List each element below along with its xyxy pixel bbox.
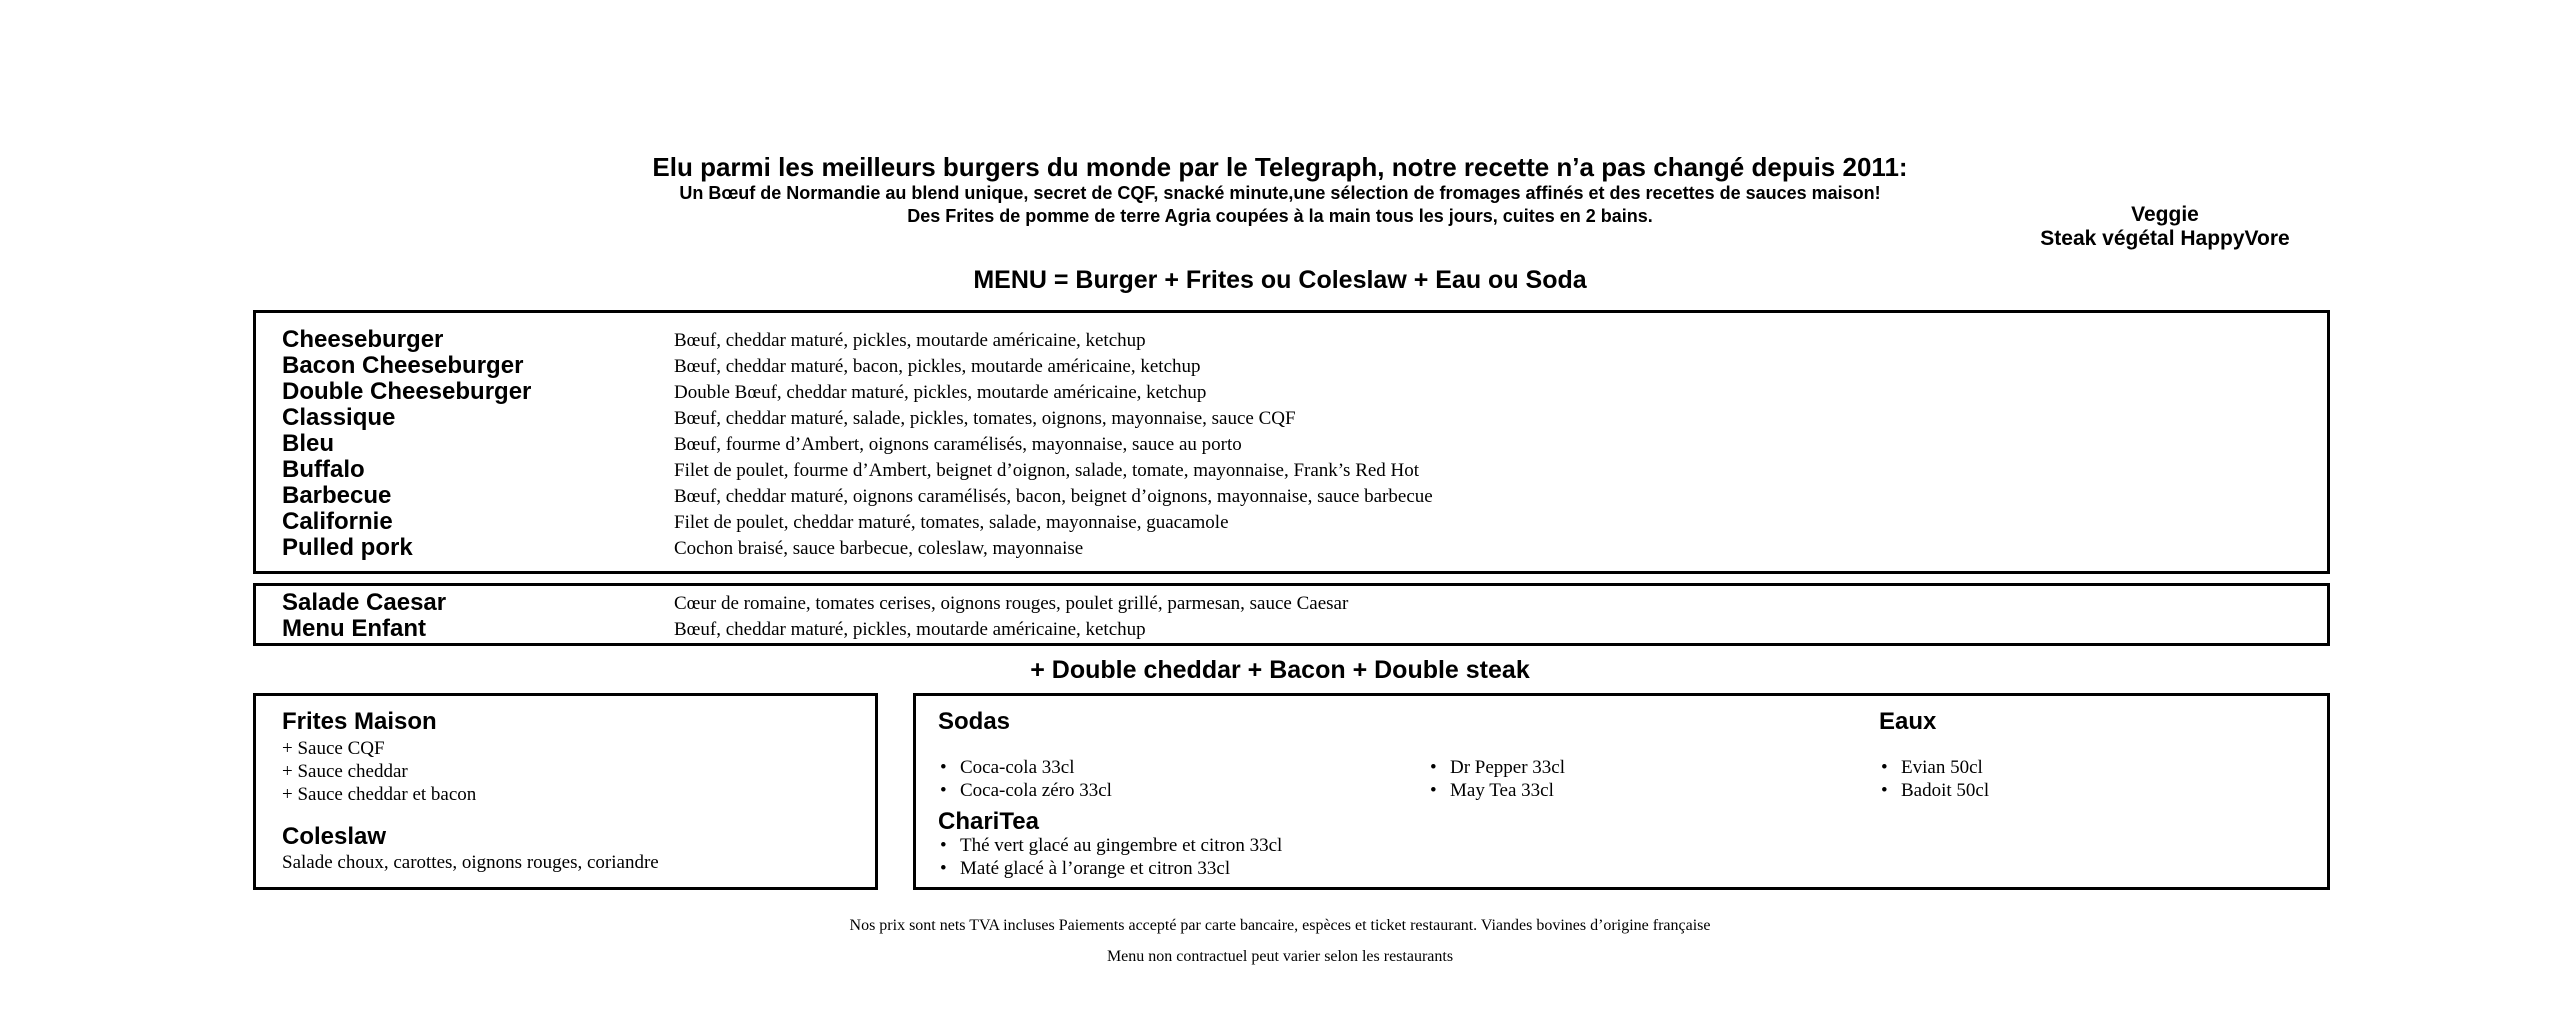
soda-item-label: Coca-cola zéro 33cl	[960, 780, 1112, 801]
veggie-subtitle: Steak végétal HappyVore	[2040, 227, 2290, 250]
fries-option: + Sauce CQF	[282, 738, 385, 759]
menu-item-desc: Filet de poulet, fourme d’Ambert, beignet d’oignon, salade, tomate, mayonnaise, Frank’s Red Hot	[674, 460, 1420, 481]
fries-option: + Sauce cheddar et bacon	[282, 784, 477, 805]
veggie-title: Veggie	[2131, 203, 2199, 226]
sodas-list-col1	[940, 756, 1112, 802]
drinks-section	[913, 693, 2330, 890]
fries-title: Frites Maison	[282, 708, 437, 735]
menu-item-desc: Bœuf, fourme d’Ambert, oignons caramélisés, mayonnaise, sauce au porto	[674, 434, 1242, 455]
charitea-item	[940, 834, 1282, 857]
menu-item-desc: Filet de poulet, cheddar maturé, tomates, salade, mayonnaise, guacamole	[674, 512, 1229, 533]
salad-kids-section	[253, 583, 2330, 646]
charitea-item-label: Thé vert glacé au gingembre et citron 33cl	[960, 835, 1283, 856]
subline-beef: Un Bœuf de Normandie au blend unique, secret de CQF, snacké minute,une sélection de fromages affinés et des recettes de sauces maison!	[679, 183, 1881, 203]
bullet-icon: •	[940, 858, 947, 879]
bullet-icon: •	[1881, 780, 1888, 801]
water-item-label: Badoit 50cl	[1901, 780, 1990, 801]
menu-item-name: Cheeseburger	[282, 326, 444, 353]
water-item-label: Evian 50cl	[1901, 757, 1983, 778]
bullet-icon: •	[1430, 757, 1437, 778]
bullet-icon: •	[1430, 780, 1437, 801]
menu-item-desc: Bœuf, cheddar maturé, oignons caramélisés, bacon, beignet d’oignons, mayonnaise, sauce barbecue	[674, 486, 1433, 507]
water-item	[1881, 756, 1989, 779]
bullet-icon: •	[940, 780, 947, 801]
sides-section	[253, 693, 878, 890]
headline: Elu parmi les meilleurs burgers du monde par le Telegraph, notre recette n’a pas changé depuis 2011:	[652, 152, 1908, 182]
eaux-title: Eaux	[1879, 708, 1937, 735]
eaux-list	[1881, 756, 1989, 802]
menu-item-name: Buffalo	[282, 456, 365, 483]
menu-formula: MENU = Burger + Frites ou Coleslaw + Eau ou Soda	[973, 266, 1587, 294]
menu-item-name: Pulled pork	[282, 534, 413, 561]
extras-line: + Double cheddar + Bacon + Double steak	[1030, 656, 1530, 684]
soda-item	[940, 756, 1112, 779]
menu-item-desc: Bœuf, cheddar maturé, bacon, pickles, moutarde américaine, ketchup	[674, 356, 1201, 377]
sodas-list-col2	[1430, 756, 1565, 802]
soda-item-label: Coca-cola 33cl	[960, 757, 1075, 778]
charitea-title: ChariTea	[938, 808, 1039, 835]
water-item	[1881, 779, 1989, 802]
soda-item	[1430, 756, 1565, 779]
soda-item-label: Dr Pepper 33cl	[1450, 757, 1566, 778]
menu-item-desc: Bœuf, cheddar maturé, pickles, moutarde américaine, ketchup	[674, 619, 1146, 640]
bullet-icon: •	[1881, 757, 1888, 778]
disclaimer: Menu non contractuel peut varier selon les restaurants	[1106, 948, 1454, 965]
menu-item-desc: Cochon braisé, sauce barbecue, coleslaw, mayonnaise	[674, 538, 1084, 559]
menu-item-name: Barbecue	[282, 482, 392, 509]
menu-item-name: Salade Caesar	[282, 589, 447, 616]
menu-item-name: Menu Enfant	[282, 615, 426, 642]
menu-item-desc: Bœuf, cheddar maturé, salade, pickles, tomates, oignons, mayonnaise, sauce CQF	[674, 408, 1296, 429]
sodas-title: Sodas	[938, 708, 1011, 735]
menu-item-name: Classique	[282, 404, 396, 431]
subline-fries: Des Frites de pomme de terre Agria coupées à la main tous les jours, cuites en 2 bains.	[907, 206, 1653, 226]
fries-options-list	[282, 737, 476, 806]
menu-item-name: Double Cheeseburger	[282, 378, 532, 405]
menu-item-desc: Bœuf, cheddar maturé, pickles, moutarde américaine, ketchup	[674, 330, 1146, 351]
menu-item-desc: Double Bœuf, cheddar maturé, pickles, moutarde américaine, ketchup	[674, 382, 1207, 403]
menu-item-name: Bleu	[282, 430, 335, 457]
menu-item-desc: Cœur de romaine, tomates cerises, oignons rouges, poulet grillé, parmesan, sauce Caesar	[674, 593, 1349, 614]
legal-notice: Nos prix sont nets TVA incluses Paiements accepté par carte bancaire, espèces et ticket restaurant. Viandes bovines d’origine française	[849, 917, 1711, 934]
charitea-item	[940, 857, 1282, 880]
bullet-icon: •	[940, 835, 947, 856]
soda-item-label: May Tea 33cl	[1450, 780, 1554, 801]
burgers-section	[253, 310, 2330, 574]
soda-item	[940, 779, 1112, 802]
menu-item-name: Bacon Cheeseburger	[282, 352, 524, 379]
coleslaw-title: Coleslaw	[282, 823, 387, 850]
charitea-item-label: Maté glacé à l’orange et citron 33cl	[960, 858, 1231, 879]
bullet-icon: •	[940, 757, 947, 778]
charitea-list	[940, 834, 1282, 880]
coleslaw-desc: Salade choux, carottes, oignons rouges, coriandre	[282, 852, 659, 873]
fries-option: + Sauce cheddar	[282, 761, 408, 782]
menu-item-name: Californie	[282, 508, 393, 535]
soda-item	[1430, 779, 1565, 802]
veggie-note	[2035, 203, 2295, 251]
